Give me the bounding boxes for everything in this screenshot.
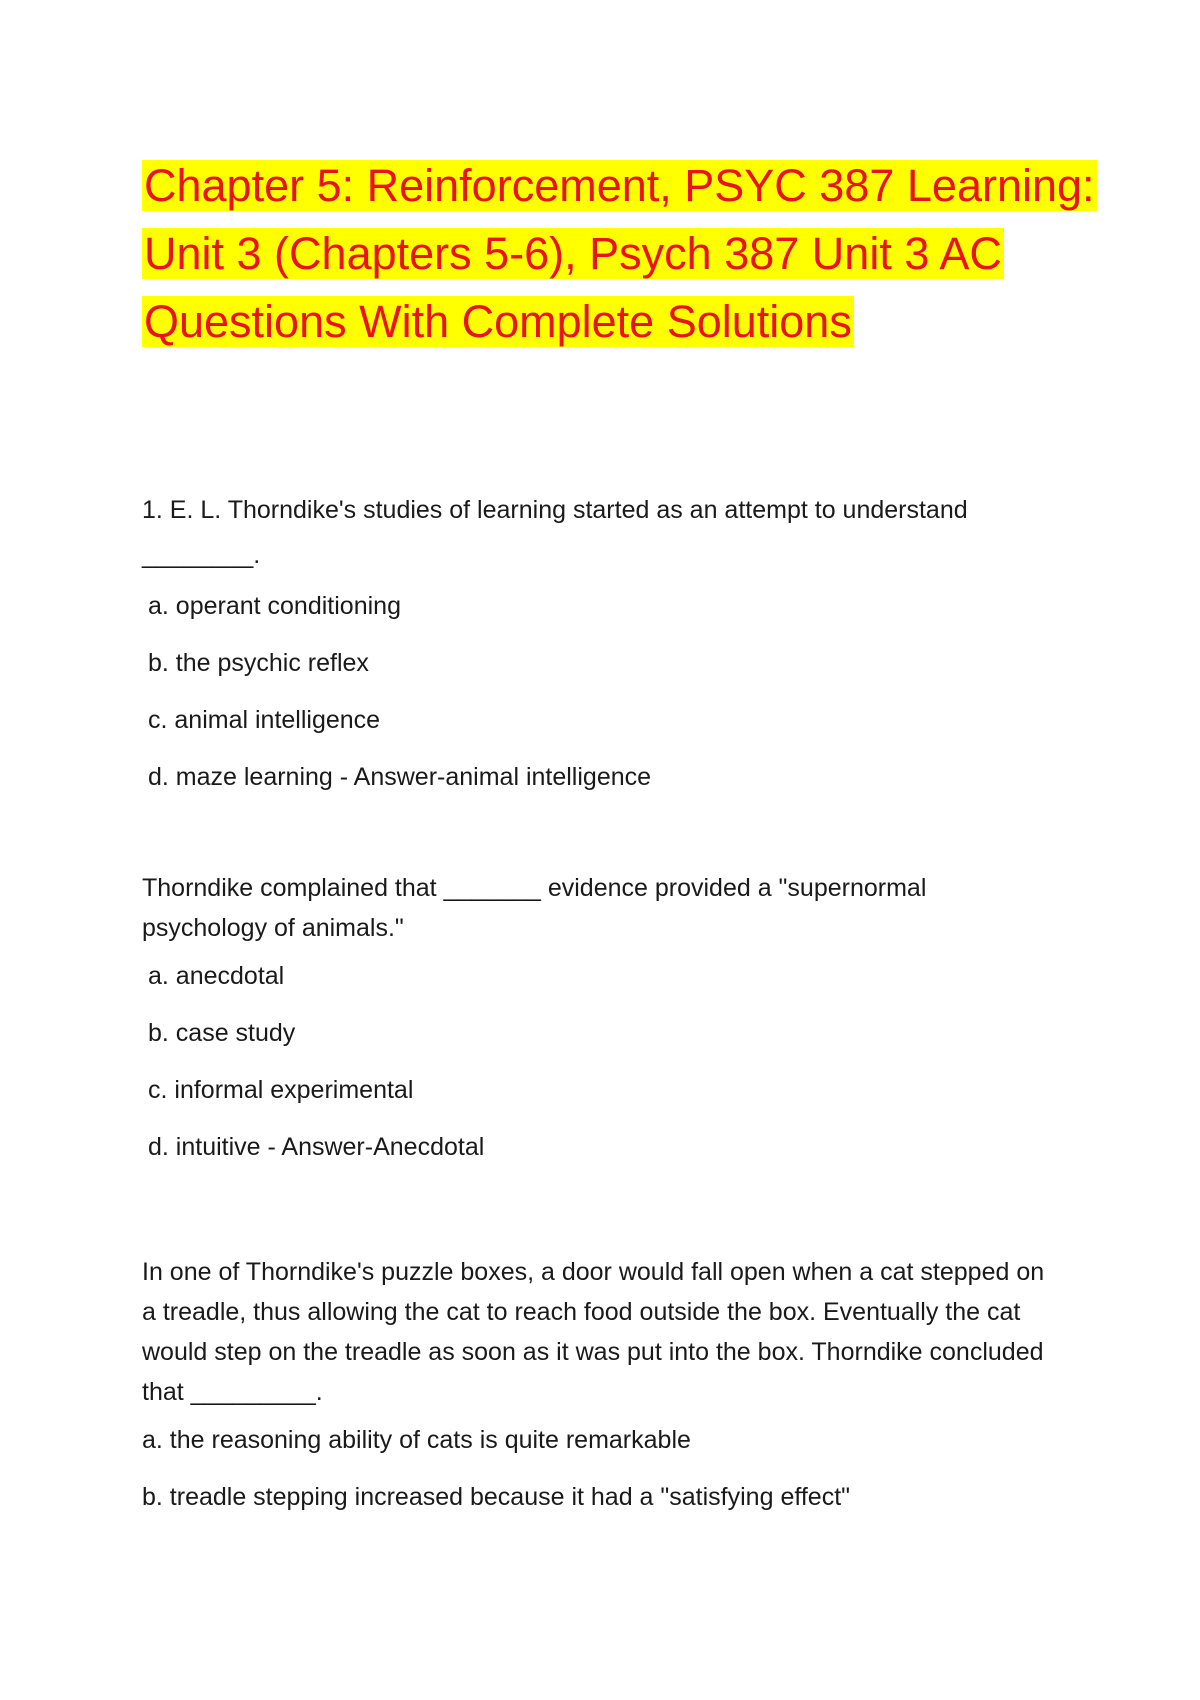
- question-3-stem-line-2: a treadle, thus allowing the cat to reach food outside the box. Eventually the cat: [142, 1298, 1021, 1326]
- question-2-stem-line-2: psychology of animals.": [142, 914, 404, 942]
- question-3-option-b: b. treadle stepping increased because it had a "satisfying effect": [142, 1483, 851, 1511]
- question-1-option-c: c. animal intelligence: [148, 706, 381, 734]
- question-2-option-d: d. intuitive - Answer-Anecdotal: [148, 1133, 485, 1161]
- question-2-option-b: b. case study: [148, 1019, 296, 1047]
- question-3-option-a: a. the reasoning ability of cats is quite remarkable: [142, 1426, 691, 1454]
- question-2-option-a: a. anecdotal: [148, 962, 285, 990]
- document-title: [142, 152, 1102, 356]
- question-1-stem-line-1: 1. E. L. Thorndike's studies of learning started as an attempt to understand: [142, 496, 968, 524]
- question-3: [142, 1252, 1072, 1526]
- question-2: [142, 868, 1072, 1176]
- question-2-stem-line-1: Thorndike complained that _______ evidence provided a "supernormal: [142, 874, 927, 902]
- question-1: [142, 488, 1072, 806]
- title-line-2: Unit 3 (Chapters 5-6), Psych 387 Unit 3 AC: [144, 228, 1002, 279]
- question-3-stem-line-3: would step on the treadle as soon as it was put into the box. Thorndike concluded: [142, 1338, 1044, 1366]
- question-3-stem-line-4: that _________.: [142, 1378, 323, 1406]
- question-1-option-a: a. operant conditioning: [148, 592, 401, 620]
- title-line-3: Questions With Complete Solutions: [144, 296, 852, 347]
- question-2-option-c: c. informal experimental: [148, 1076, 414, 1104]
- question-1-option-b: b. the psychic reflex: [148, 649, 369, 677]
- question-3-stem-line-1: In one of Thorndike's puzzle boxes, a door would fall open when a cat stepped on: [142, 1258, 1045, 1286]
- title-line-1: Chapter 5: Reinforcement, PSYC 387 Learning:: [144, 160, 1095, 211]
- question-1-stem-line-2: ________.: [142, 541, 261, 569]
- question-1-option-d: d. maze learning - Answer-animal intelligence: [148, 763, 652, 791]
